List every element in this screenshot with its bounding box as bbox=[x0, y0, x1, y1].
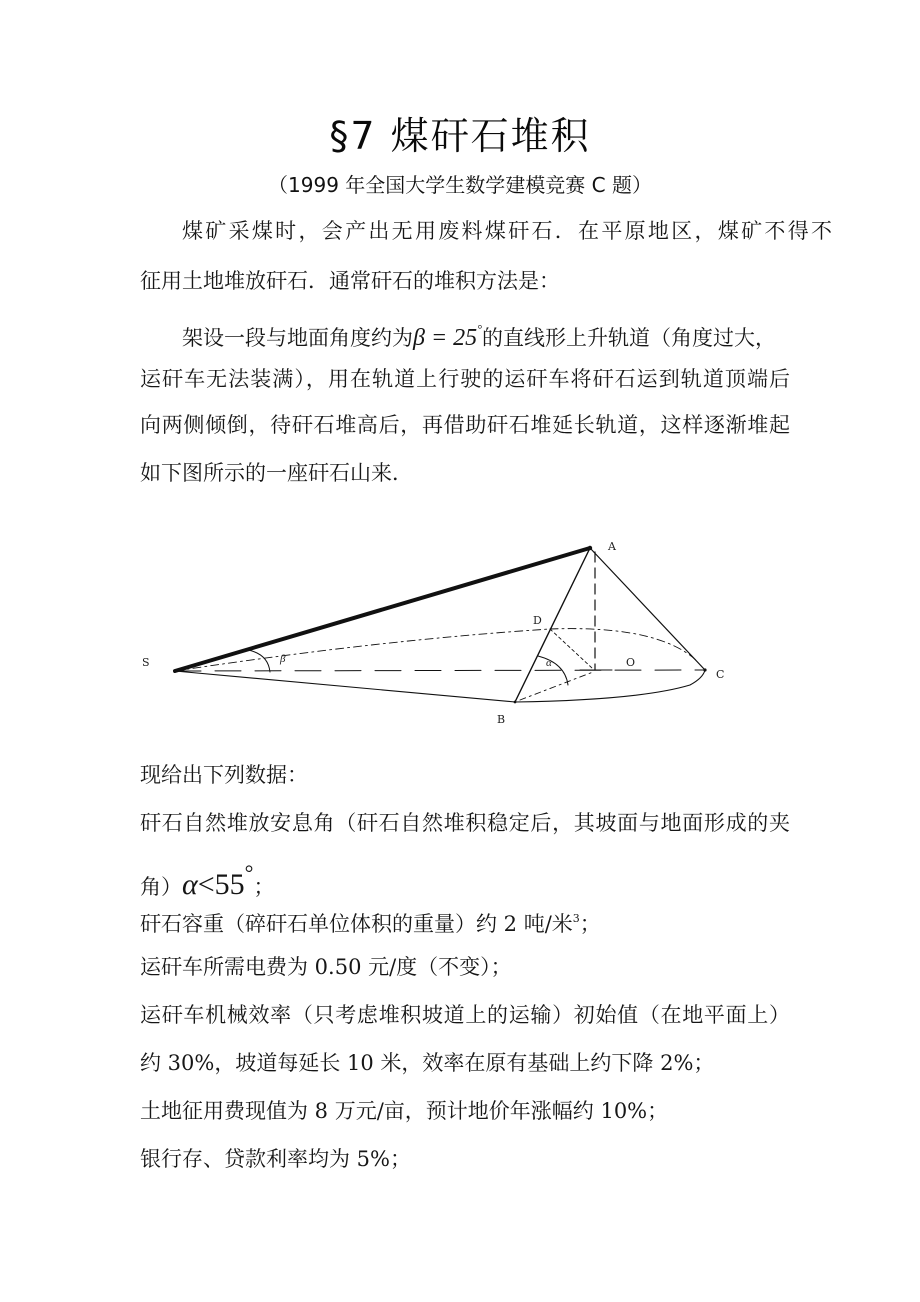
line-bo bbox=[520, 672, 593, 700]
intro-paragraph-1-line-2: 征用土地堆放矸石．通常矸石的堆积方法是： bbox=[140, 269, 560, 293]
alpha-inequality bbox=[182, 860, 254, 901]
track-line-sa bbox=[175, 548, 590, 671]
text-fragment: 角） bbox=[140, 875, 182, 899]
data-heading: 现给出下列数据： bbox=[140, 763, 308, 787]
data-item-2 bbox=[140, 904, 790, 939]
intro-paragraph-2-line-2: 运矸车无法装满），用在轨道上行驶的运矸车将矸石运到轨道顶端后 bbox=[140, 367, 790, 391]
label-a: A bbox=[608, 540, 616, 553]
data-item-4-line-2: 约 30%，坡道每延长 10 米，效率在原有基础上约下降 2%； bbox=[140, 1051, 715, 1075]
label-c: C bbox=[716, 668, 725, 681]
baseline-soc bbox=[175, 670, 705, 671]
label-alpha: α bbox=[546, 657, 552, 669]
label-b: B bbox=[497, 713, 506, 726]
line-sd bbox=[175, 629, 550, 671]
label-beta: β bbox=[280, 653, 286, 665]
edge-ab bbox=[515, 548, 590, 702]
text-fragment: 的直线形上升轨道（角度过大， bbox=[481, 326, 776, 350]
alpha-arc bbox=[538, 656, 568, 685]
line-do bbox=[550, 629, 592, 668]
base-arc-dc bbox=[550, 629, 698, 662]
alpha-value: <55 bbox=[197, 868, 245, 901]
edge-ac bbox=[590, 548, 705, 670]
label-o: O bbox=[626, 656, 636, 669]
superscript-3: 3 bbox=[572, 912, 580, 925]
data-item-1-line-1: 矸石自然堆放安息角（矸石自然堆积稳定后，其坡面与地面形成的夹 bbox=[140, 811, 790, 835]
label-s: S bbox=[142, 656, 150, 669]
degree-symbol: ° bbox=[244, 860, 254, 885]
text-fragment: ； bbox=[579, 912, 601, 936]
intro-paragraph-2-line-1 bbox=[140, 314, 832, 353]
label-d: D bbox=[533, 614, 542, 627]
degree-symbol: ° bbox=[477, 322, 482, 336]
text-fragment: 架设一段与地面角度约为 bbox=[182, 326, 413, 350]
data-item-3: 运矸车所需电费为 0.50 元/度（不变）； bbox=[140, 955, 512, 979]
data-item-5: 土地征用费现值为 8 万元/亩，预计地价年涨幅约 10%； bbox=[140, 1099, 669, 1123]
page-subtitle: （1999 年全国大学生数学建模竞赛 C 题） bbox=[268, 173, 652, 197]
data-item-6: 银行存、贷款利率均为 5%； bbox=[140, 1147, 411, 1171]
data-item-4-line-1: 运矸车机械效率（只考虑堆积坡道上的运输）初始值（在地平面上） bbox=[140, 1003, 790, 1027]
text-fragment: ； bbox=[253, 875, 275, 899]
base-arc-bc bbox=[515, 670, 705, 702]
text-fragment: 矸石容重（碎矸石单位体积的重量）约 2 吨/米 bbox=[140, 912, 573, 936]
intro-paragraph-1-line-1: 煤矿采煤时，会产出无用废料煤矸石．在平原地区，煤矿不得不 bbox=[182, 219, 832, 243]
beta-arc bbox=[248, 650, 270, 672]
intro-paragraph-2-line-4: 如下图所示的一座矸石山来． bbox=[140, 461, 413, 485]
beta-equation-text: β = 25 bbox=[413, 325, 478, 351]
beta-equation bbox=[413, 322, 482, 351]
alpha-symbol: α bbox=[182, 868, 198, 901]
page-title: §7 煤矸石堆积 bbox=[329, 114, 591, 158]
data-item-1-line-2 bbox=[140, 858, 790, 902]
intro-paragraph-2-line-3: 向两侧倾倒，待矸石堆高后，再借助矸石堆延长轨道，这样逐渐堆起 bbox=[140, 413, 790, 437]
edge-sb bbox=[175, 671, 515, 702]
